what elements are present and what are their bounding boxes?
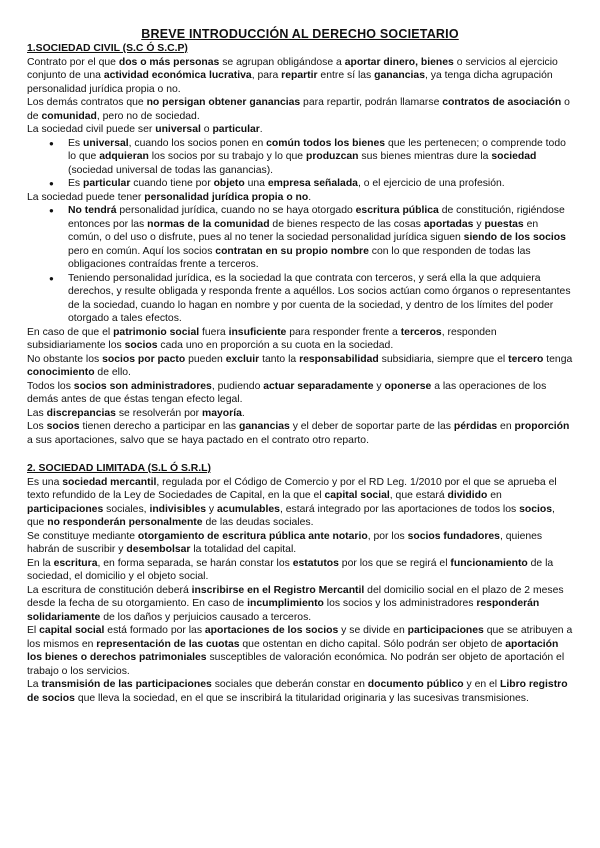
bold-term: estatutos [292, 557, 339, 569]
bold-term: oponerse [384, 380, 432, 392]
list-item: ● Teniendo personalidad jurídica, es la sociedad la que contrata con terceros, y será ella la que adquiera derechos, y resulte obligada y responda frente a aquéllos. Los socios actúan como órganos o representantes de la sociedad, cuando lo hagan en nombre y por cuenta de la sociedad, y dentro de los límites del poder otorgado a tales efectos. [68, 272, 573, 326]
bold-term: socios fundadores [407, 530, 500, 542]
bold-term: aportación los bienes o derechos patrimoniales [27, 638, 559, 663]
paragraph: Se constituye mediante otorgamiento de escritura pública ante notario, por los socios fundadores, quienes habrán de suscribir y desembolsar la totalidad del capital. [27, 530, 543, 555]
bold-term: terceros [400, 326, 442, 338]
paragraph: El capital social está formado por las aportaciones de los socios y se divide en participaciones que se atribuyen a los mismos en representación de las cuotas que ostentan en dicho capital. Sólo podrán ser objeto de aportación los bienes o derechos patrimoniales susceptibles de valoración económica. No podrán ser objeto de aportación el trabajo o los servicios. [27, 625, 573, 677]
list-item: ● No tendrá personalidad jurídica, cuando no se haya otorgado escritura pública de constitución, rigiéndose entonces por las normas de la comunidad de bienes respecto de las cosas aportadas y puestas en común, o del uso o disfrute, pues al no tener la sociedad personalidad jurídica siguen siendo de los socios pero en común. Aquí los socios contratan en su propio nombre con lo que responden de todas las obligaciones contraídas frente a terceros. [68, 204, 573, 272]
paragraph: La transmisión de las participaciones sociales que deberán constar en documento público y en el Libro registro de socios que lleva la sociedad, en el que se inscribirá la titularidad originaria y las sucesivas transmisiones. [27, 679, 568, 704]
bold-term: representación de las cuotas [96, 638, 240, 650]
bold-term: socios son administradores [73, 380, 212, 392]
bold-term: personalidad jurídica propia o no [144, 191, 309, 203]
bold-term: común todos los bienes [266, 137, 386, 149]
bold-term: patrimonio social [113, 326, 200, 338]
bold-term: dividido [447, 490, 488, 501]
bold-term: escritura [53, 557, 98, 569]
bold-term: otorgamiento de escritura pública ante notario [137, 530, 368, 542]
bold-term: responsabilidad [299, 353, 379, 365]
paragraph: Los demás contratos que no persigan obtener ganancias para repartir, podrán llamarse contratos de asociación o de comunidad, pero no de sociedad. [27, 97, 570, 122]
bold-term: dos o más personas [118, 56, 220, 68]
paragraph: Los socios tienen derecho a participar en las ganancias y el deber de soportar parte de las pérdidas en proporción a sus aportaciones, salvo que se haya pactado en el contrato otro reparto. [27, 421, 570, 446]
list-item: ● Es particular cuando tiene por objeto una empresa señalada, o el ejercicio de una profesión. [68, 177, 573, 191]
list-item: ● Es universal, cuando los socios ponen en común todos los bienes que les pertenecen; o comprende todo lo que adquieran los socios por su trabajo y lo que produzcan sus bienes mientras dure la sociedad (sociedad universal de todas las ganancias). [68, 137, 573, 178]
bold-term: insuficiente [228, 326, 287, 338]
bold-term: capital social [324, 490, 390, 501]
bold-term: desembolsar [126, 544, 191, 555]
bold-term: inscribirse en el Registro Mercantil [191, 584, 365, 596]
bold-term: no persigan obtener ganancias [146, 97, 301, 108]
bold-term: transmisión de las participaciones [41, 679, 212, 690]
bold-term: socios [519, 503, 553, 515]
bold-term: participaciones [27, 503, 104, 515]
paragraph: En caso de que el patrimonio social fuera insuficiente para responder frente a terceros, responden subsidiariamente los socios cada uno en proporción a su cuota en la sociedad. [27, 326, 497, 351]
bold-term: participaciones [407, 625, 484, 636]
bold-term: incumplimiento [247, 598, 324, 609]
bold-term: particular [212, 124, 260, 135]
section-1-heading: 1.SOCIEDAD CIVIL (S.C Ó S.C.P) [27, 43, 188, 54]
bold-term: particular [83, 178, 131, 189]
bold-term: funcionamiento [450, 557, 528, 569]
bold-term: repartir [281, 70, 318, 81]
paragraph: Las discrepancias se resolverán por mayoría. [27, 407, 245, 419]
bold-term: acumulables [217, 503, 280, 515]
paragraph: En la escritura, en forma separada, se harán constar los estatutos por los que se regirá el funcionamiento de la sociedad, el domicilio y el objeto social. [27, 557, 554, 582]
bold-term: discrepancias [46, 407, 116, 419]
bold-term: proporción [514, 421, 570, 432]
bold-term: mayoría [202, 407, 242, 419]
bold-term: responderán solidariamente [27, 598, 540, 623]
bold-term: universal [83, 137, 129, 149]
bold-term: aportar dinero, bienes [344, 56, 454, 68]
bold-term: No tendrá [68, 205, 117, 216]
bold-term: Libro registro de socios [27, 679, 568, 704]
bold-term: actividad económica lucrativa [103, 70, 252, 81]
section-2-heading: 2. SOCIEDAD LIMITADA (S.L Ó S.R.L) [27, 463, 211, 474]
paragraph: La escritura de constitución deberá inscribirse en el Registro Mercantil del domicilio social en el plazo de 2 meses desde la fecha de su otorgamiento. En caso de incumplimiento los socios y los administradores responderán solidariamente de los daños y perjuicios causado a terceros. [27, 584, 564, 623]
bold-term: indivisibles [149, 503, 207, 515]
bold-term: socios [124, 340, 158, 351]
document-title: BREVE INTRODUCCIÓN AL DERECHO SOCIETARIO [141, 27, 459, 41]
bold-term: documento público [367, 679, 464, 690]
paragraph: Es una sociedad mercantil, regulada por el Código de Comercio y por el RD Leg. 1/2010 por el que se aprueba el texto refundido de la Ley de Sociedades de Capital, en la que el capital social, que estará dividido en participaciones sociales, indivisibles y acumulables, estará integrado por las aportaciones de todos los socios, que no responderán personalmente de las deudas sociales. [27, 476, 557, 528]
bold-term: contratan en su propio nombre [215, 245, 369, 257]
bold-term: universal [155, 124, 201, 135]
bold-term: puestas [484, 218, 524, 230]
bold-term: normas de la comunidad [147, 218, 270, 230]
bold-term: objeto [213, 178, 245, 189]
bold-term: siendo de los socios [463, 232, 566, 243]
bold-term: sociedad mercantil [62, 476, 157, 488]
paragraph: Contrato por el que dos o más personas se agrupan obligándose a aportar dinero, bienes o servicios al ejercicio conjunto de una actividad económica lucrativa, para repartir entre sí las ganancias, ya tenga dicha agrupación personalidad jurídica propia o no. [27, 56, 558, 95]
bold-term: contratos de asociación [442, 97, 562, 108]
bold-term: aportaciones de los socios [204, 625, 339, 636]
bold-term: socios [46, 421, 80, 432]
bold-term: tercero [508, 353, 544, 365]
bold-term: capital social [39, 625, 105, 636]
bold-term: conocimiento [27, 367, 95, 378]
paragraph: La sociedad civil puede ser universal o particular. [27, 124, 263, 135]
bold-term: actuar separadamente [263, 380, 374, 392]
bullet-list [27, 137, 573, 191]
paragraph: La sociedad puede tener personalidad jurídica propia o no. [27, 191, 312, 203]
bold-term: ganancias [374, 70, 425, 81]
bold-term: ganancias [238, 421, 290, 432]
bold-term: comunidad [41, 110, 97, 122]
bold-term: no responderán personalmente [47, 517, 203, 528]
bold-term: excluir [225, 353, 260, 365]
bold-term: escritura pública [355, 205, 439, 216]
bullet-list [27, 204, 573, 326]
bold-term: pérdidas [453, 421, 498, 432]
bold-term: aportadas [423, 218, 474, 230]
paragraph: No obstante los socios por pacto pueden excluir tanto la responsabilidad subsidiaria, siempre que el tercero tenga conocimiento de ello. [27, 353, 573, 378]
bold-term: socios por pacto [102, 353, 186, 365]
bold-term: adquieran [99, 151, 149, 162]
bold-term: empresa señalada [267, 178, 358, 189]
bold-term: produzcan [305, 151, 359, 162]
paragraph: Todos los socios son administradores, pudiendo actuar separadamente y oponerse a las operaciones de los demás antes de que éstas tengan efecto legal. [27, 380, 547, 405]
bold-term: sociedad [491, 151, 537, 162]
